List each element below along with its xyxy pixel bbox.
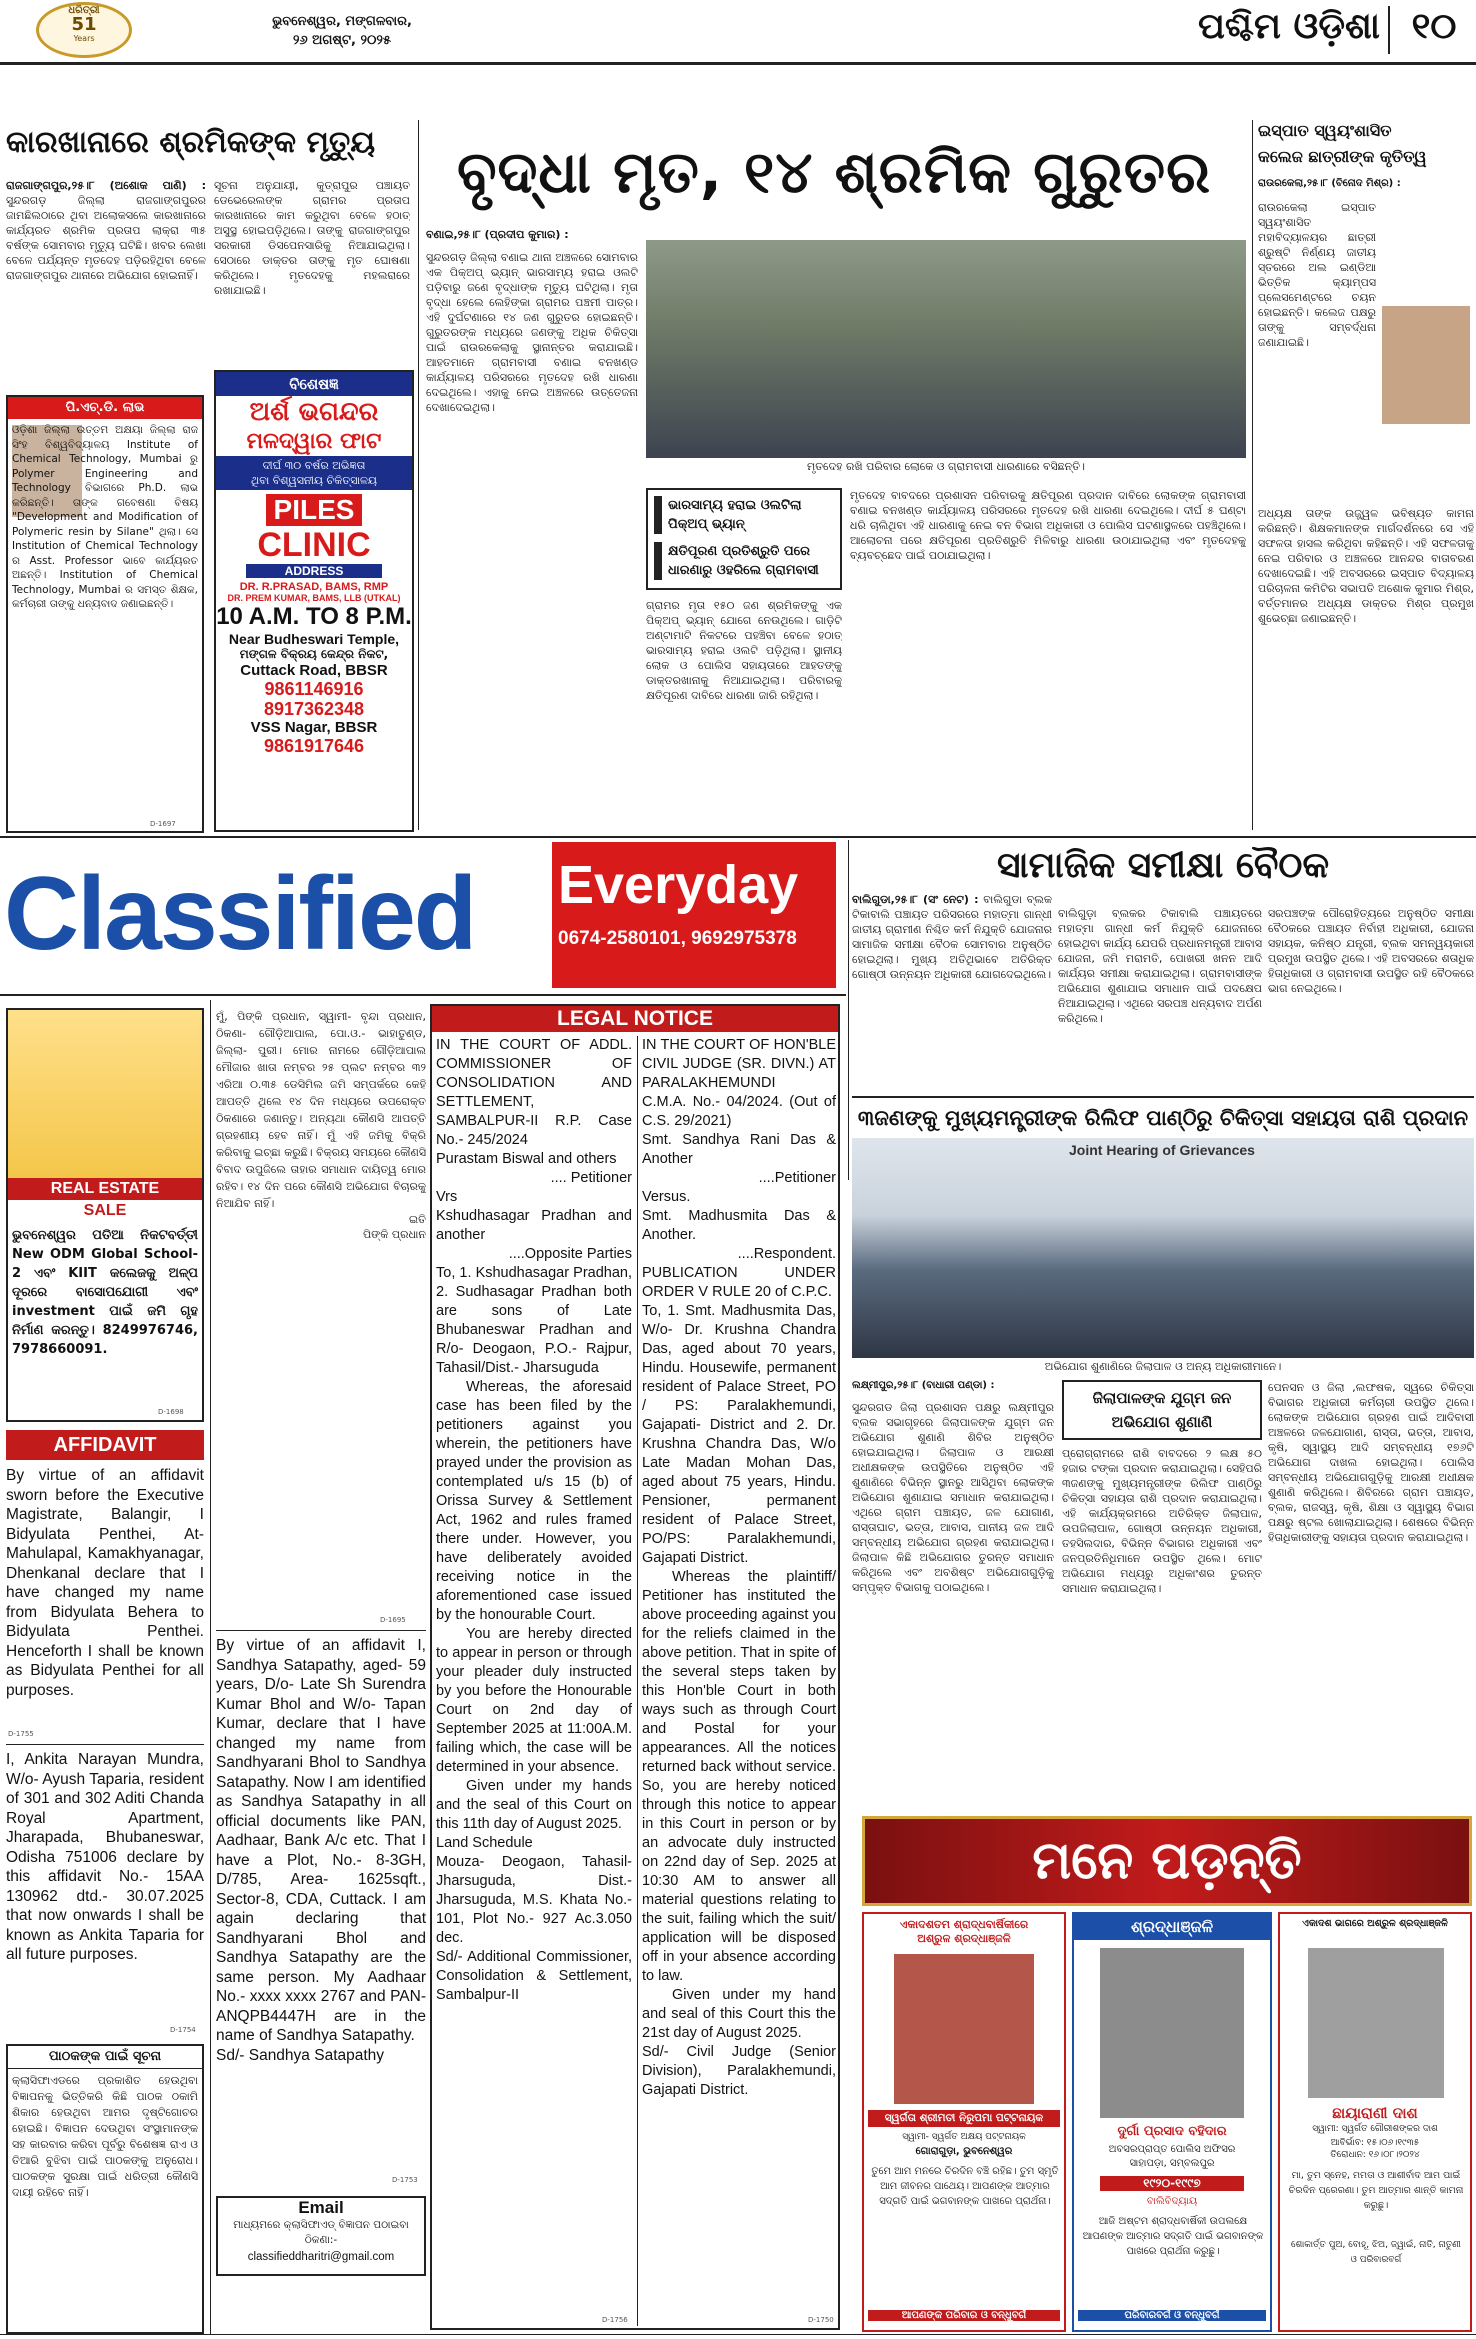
story1-body-2: ସୂଚନା ଅନୁଯାୟୀ, କୁତ୍ରାପୁର ପଞ୍ଚାୟତ ଡେଭେରେଲଙ୍କ ଗ୍ରାମର ପ୍ରତାପ କାରଖାନାରେ କାମ କରୁଥିବା ବେଳେ ହଠାତ୍ ଅସୁସ୍ଥ ହୋଇପଡ଼ିଥିଲେ। ତାଙ୍କୁ ରାଜଗାଙ୍ଗପୁର ସରକାରୀ ଡିସପେନସାରିକୁ ନିଆଯାଇଥିଲା। ସେଠାରେ ଡାକ୍ତର ତାଙ୍କୁ ମୃତ ଘୋଷଣା କରିଥିଲେ। ମୃତଦେହକୁ ମହଲରାରେ ରଖାଯାଇଛି। <box>214 179 410 297</box>
relief-body-3: ପେନସନ ଓ ଜିଲା ,ଲଫଷକ, ସ୍ୱରେ ଚିକିତ୍ସା ବିଭାଗର ଅଧିକାରୀ କର୍ମଚାରୀ ଉପସ୍ଥିତ ଥିଲେ। ଲୋକଙ୍କ ଅଭିଯୋଗ ଗ୍ରହଣ ପାଇଁ ଆଦିବାସୀ ଅଞ୍ଚଳରେ ଜଳଯୋଗାଣ, ରାସ୍ତା, ଭତ୍ତା, ଆବାସ, କୃଷି, ସ୍ୱାସ୍ଥ୍ୟ ଆଦି ସମ୍ବନ୍ଧୀୟ ୧୭୬ଟି ଅଭିଯୋଗ ଦାଖଲ ହୋଇଥିଲା। ପୋଲିସ ସମ୍ବନ୍ଧୀୟ ଅଭିଯୋଗଗୁଡ଼ିକୁ ଆରକ୍ଷୀ ଅଧୀକ୍ଷକ ଶୁଣାଣି କରିଥିଲେ। ଶିବିରରେ ଗ୍ରାମ ପଞ୍ଚାୟତ, ବ୍ଲକ, ରାଜସ୍ୱ, କୃଷି, ଶିକ୍ଷା ଓ ସ୍ୱାସ୍ଥ୍ୟ ବିଭାଗ ପକ୍ଷରୁ ଷ୍ଟଲ ଖୋଲାଯାଇଥିଲା। ଶେଷରେ ବିଭିନ୍ନ ହିତାଧିକାରୀଙ୍କୁ ସହାୟତା ପ୍ରଦାନ କରାଯାଇଥିଲା। <box>1268 1381 1474 1544</box>
lead-body-3: ମୃତଦେହ ବାବଦରେ ପ୍ରଶାସନ ପରିବାରକୁ କ୍ଷତିପୂରଣ ପ୍ରଦାନ ଦାବିରେ ଲୋକଙ୍କ ଗ୍ରାମବାସୀ ବଣାଇ ବନଖଣ୍ଡ କାର୍ଯ୍ୟାଳୟ ପରିସରରେ ମୃତଦେହ ରଖି ଧାରଣା ଦେଇଥିଲେ। ଦୀର୍ଘ ୫ ଘଣ୍ଟା ଧରି ଚାଲିଥିବା ଏହି ଧାରଣାକୁ ନେଇ ବନ ବିଭାଗ ଅଧିକାରୀ ଓ ପୋଲିସ ଘଟଣାସ୍ଥଳରେ ପହଞ୍ଚିଥିଲେ। ଆଲୋଚନା ପରେ କ୍ଷତିପୂରଣ ପ୍ରତିଶ୍ରୁତି ମିଳିବାରୁ ଧାରଣା ଉଠାଯାଇଥିଲା ଏବଂ ମୃତଦେହକୁ ବ୍ୟବଚ୍ଛେଦ ପାଇଁ ପଠାଯାଇଥିଲା। <box>850 489 1246 562</box>
legal-col-2: IN THE COURT OF HON'BLE CIVIL JUDGE (SR. DIVN.) AT PARALAKHEMUNDI C.M.A. No.- 04/2024. (Out of C.S. 29/2021) Smt. Sandhya Rani Das & Another ....Petitioner Versus. Smt. Madhusmita Das & Another. ....Respondent. PUBLICATION UNDER ORDER V RULE 20 of C.P.C. To, 1. Smt. Madhusmita Das, W/o- Dr. Krushna Chandra Das, aged about 70 years, Hindu. Housewife, permanent resident of Palace Street, PO / PS: Paralakhemundi, Gajapati- District and 2. Dr. Krushna Chandra Das, W/o Late Madan Mohan Das, aged about 75 years, Hindu. Pensioner, permanent resident of Palace Street, PO/PS: Paralakhemundi, Gajapati District. Whereas the plaintiff/ Petitioner has instituted the above proceeding against you for the reliefs claimed in the above petition. That in spite of the several steps taken by this Hon'ble Court in both ways such as through Court and Postal for your appearances. All the notices returned back without service. So, you are hereby noticed through this notice to appear in this Court in person or by an advocate duly instructed on 22nd day of Sep. 2025 at 10:30 AM to answer all material questions relating to the suit, failing which the suit/ application will be disposed off in your absence according to law. Given under my hand and seal of this Court this the 21st day of August 2025. Sd/- Civil Judge (Senior Division), Paralakhemundi, Gajapati District. <box>642 1037 836 2098</box>
land-notice-stamp: D-1695 <box>380 1616 406 1624</box>
affidavit-2-stamp: D-1754 <box>170 2026 196 2034</box>
story1-headline: କାରଖାନାରେ ଶ୍ରମିକଙ୍କ ମୃତ୍ୟୁ <box>6 125 376 160</box>
relief-photo: Joint Hearing of Grievances <box>852 1138 1474 1358</box>
affidavit-sandhya-stamp: D-1753 <box>392 2176 418 2184</box>
email-box: Email ମାଧ୍ୟମରେ କ୍ଲାସିଫାଏଡ୍ ବିଜ୍ଞାପନ ପଠାଇବା ଠିକଣା:- classifieddharitri@gmail.com <box>216 2196 426 2276</box>
lead-photo <box>646 240 1246 458</box>
college-body-1: ରାଉରକେଲା ଇସ୍ପାତ ସ୍ୱୟଂଶାସିତ ମହାବିଦ୍ୟାଳୟର ଛାତ୍ରୀ ଶ୍ରୁଷ୍ଟି ନିର୍ଣ୍ଣୟ ଜାତୀୟ ସ୍ତରରେ ଅଲ ଇଣ୍ଡିଆ ଭିତ୍ତିକ କ୍ୟାମ୍ପସ ପ୍ଲେସମେଣ୍ଟରେ ଚୟନ ହୋଇଛନ୍ତି। କଲେଜ ପକ୍ଷରୁ ତାଙ୍କୁ ସମ୍ବର୍ଦ୍ଧନା ଜଣାଯାଇଛି। <box>1258 201 1376 349</box>
piles-clinic-ad: ବିଶେଷଜ୍ଞ ଅର୍ଶ ଭଗନ୍ଦର ମଳଦ୍ୱାର ଫାଟ ଦୀର୍ଘ ୩୦ ବର୍ଷର ଅଭିଜ୍ଞତା ଥିବା ବିଶ୍ୱସନୀୟ ଚିକିତ୍ସାଳୟ PILES CLINIC ADDRESS DR. R.PRASAD, BAMS, RMP DR. PREM KUMAR, BAMS, LLB (UTKAL) 10 A.M. TO 8 P.M. Near Budheswari Temple, ମଙ୍ଗଳ ବିକ୍ରୟ କେନ୍ଦ୍ର ନିକଟ, Cuttack Road, BBSR 9861146916 8917362348 VSS Nagar, BBSR 9861917646 <box>214 370 414 832</box>
section-title: ପଶ୍ଚିମ ଓଡ଼ିଶା <box>1198 6 1380 47</box>
page-number: ୧୦ <box>1411 6 1457 47</box>
affidavit-sandhya: By virtue of an affidavit I, Sandhya Satapathy, aged- 59 years, D/o- Late Sh Surendra Kumar Bhol and W/o- Tapan Kumar, declare that I have changed my name from Sandhyarani Bhol to Sandhya Satapathy. Now I am identified as Sandhya Satapathy in all official documents like PAN, Aadhaar, Bank A/c etc. That I have a Plot, No.- 8-3GH, D/785, Area- 1625sqft., Sector-8, CDA, Cuttack. I am again declaring that Sandhyarani Bhol and Sandhya Satapathy are the same person. My Aadhaar No.- xxxx xxxx 2767 and PAN- ANQPB4447H are in the name of Sandhya Satapathy. Sd/- Sandhya Satapathy <box>216 1637 426 2064</box>
affidavit-1-stamp: D-1755 <box>8 1730 34 1738</box>
relief-body-2: ପ୍ରୋଗ୍ରାମରେ ରାଶି ବାବଦରେ ୨ ଲକ୍ଷ ୫୦ ହଜାର ଟଙ୍କା ପ୍ରଦାନ କରାଯାଇଥିଲା। ସେହିପରି ୩ଜଣଙ୍କୁ ମୁଖ୍ୟମନ୍ତ୍ରୀଙ୍କ ରିଲିଫ ପାଣ୍ଠିରୁ ଚିକିତ୍ସା ସହାୟତା ରାଶି ପ୍ରଦାନ କରାଯାଇଥିଲା। ଏହି କାର୍ଯ୍ୟକ୍ରମରେ ଅତିରିକ୍ତ ଜିଲାପାଳ, ଉପଜିଲାପାଳ, ଗୋଷ୍ଠୀ ଉନ୍ନୟନ ଅଧିକାରୀ, ତହସିଲଦାର, ବିଭିନ୍ନ ବିଭାଗର ଅଧିକାରୀ ଏବଂ ଜନପ୍ରତିନିଧିମାନେ ଉପସ୍ଥିତ ଥିଲେ। ମୋଟ ଅଭିଯୋଗ ମଧ୍ୟରୁ ଅଧିକାଂଶର ତୁରନ୍ତ ସମାଧାନ କରାଯାଇଥିଲା। <box>1062 1447 1262 1595</box>
relief-subhead-box: ଜିଲାପାଳଙ୍କ ଯୁଗ୍ମ ଜନ ଅଭିଯୋଗ ଶୁଣାଣି <box>1062 1380 1262 1440</box>
relief-body-1: ସୁନ୍ଦରଗଡ ଜିଲା ପ୍ରଶାସନ ପକ୍ଷରୁ ଲକ୍ଷ୍ମୀପୁର ବ୍ଲକ ସଭାଗୃହରେ ଜିଲାପାଳଙ୍କ ଯୁଗ୍ମ ଜନ ଅଭିଯୋଗ ଶୁଣାଣି ଶିବିର ଅନୁଷ୍ଠିତ ହୋଇଯାଇଥିଲା। ଜିଲାପାଳ ଓ ଆରକ୍ଷୀ ଅଧୀକ୍ଷକଙ୍କ ଉପସ୍ଥିତିରେ ଅନୁଷ୍ଠିତ ଏହି ଶୁଣାଣିରେ ବିଭିନ୍ନ ସ୍ଥାନରୁ ଆସିଥିବା ଲୋକଙ୍କ ଅଭିଯୋଗ ଶୁଣାଯାଇ ସମାଧାନ କରାଯାଇଥିଲା। ଏଥିରେ ଗ୍ରାମ ପଞ୍ଚାୟତ, ଜଳ ଯୋଗାଣ, ରାସ୍ତାଘାଟ, ଭତ୍ତା, ଆବାସ, ପାନୀୟ ଜଳ ଆଦି ସମ୍ବନ୍ଧୀୟ ଅଭିଯୋଗ ଗ୍ରହଣ କରାଯାଇଥିଲା। ଜିଲାପାଳ କିଛି ଅଭିଯୋଗର ତୁରନ୍ତ ସମାଧାନ କରିଥିଲେ ଏବଂ ଅବଶିଷ୍ଟ ଅଭିଯୋଗଗୁଡ଼ିକୁ ସମ୍ପୃକ୍ତ ବିଭାଗକୁ ପଠାଇଥିଲେ। <box>852 1401 1054 1594</box>
lead-photo-caption: ମୃତଦେହ ରଖି ପରିବାର ଲୋକେ ଓ ଗ୍ରାମବାସୀ ଧାରଣାରେ ବସିଛନ୍ତି। <box>806 460 1085 473</box>
lead-body-2: ଗ୍ରାମର ମୃତା ୧୫୦ ଜଣ ଶ୍ରମିକଙ୍କୁ ଏକ ପିକ୍‌ଅପ୍ ଭ୍ୟାନ୍ ଯୋଗେ ନେଉଥିଲେ। ଗାଡ଼ିଟି ଅଣ୍ଟାମାଟି ନିକଟରେ ପହଞ୍ଚିବା ବେଳେ ହଠାତ୍ ଭାରସାମ୍ୟ ହରାଇ ଓଲଟି ପଡ଼ିଥିଲା। ସ୍ଥାନୀୟ ଲୋକ ଓ ପୋଲିସ ସହାୟତାରେ ଆହତଙ୍କୁ ଡାକ୍ତରଖାନାକୁ ନିଆଯାଇଥିଲା। ପରିବାରକୁ କ୍ଷତିପୂରଣ ଦାବିରେ ଧାରଣା ଜାରି ରହିଥିଲା। <box>646 599 842 702</box>
story1-body: ରାଜଗାଙ୍ଗପୁର,୨୫।୮ (ଅଶୋକ ପାଣି) : ସୁନ୍ଦରଗଡ଼ ଜିଲ୍ଲା ରାଜଗାଙ୍ଗପୁରର ଜାମଛିଲଠାରେ ଥିବା ଅଲୋକସଲେ କାରଖାନାରେ କାର୍ଯ୍ୟରତ ଶ୍ରମିକ ପ୍ରତାପ ଲାକ୍ରା ୩୫ ବର୍ଷଙ୍କ ସୋମବାର ମୃତ୍ୟୁ ଘଟିଛି। ଖବର ଲେଖା ବେଳେ ପର୍ଯ୍ୟନ୍ତ ମୃତଦେହ ପଡ଼ିରହିଥିବା ବେଳେ ରାଜଗାଙ୍ଗପୁର ଥାନାରେ ଅଭିଯୋଗ ହୋଇନାହିଁ। <box>6 179 206 282</box>
obit-photo-1 <box>894 1954 1034 2104</box>
real-estate-ad: REAL ESTATE SALE ଭୁବନେଶ୍ୱର ପତିଆ ନିକଟବର୍ତ୍ତୀ New ODM Global School-2 ଏବଂ KIIT କଲେଜକୁ ଅଳ୍ପ ଦୂରରେ ବାସୋପଯୋଗୀ ଏବଂ investment ପାଇଁ ଜମି ଗୃହ ନିର୍ମାଣ କରନ୍ତୁ। 8249976746, 7978660091. D-1698 <box>6 1008 204 1422</box>
profile-title: ପି.ଏଚ୍.ଡି. ଲାଭ <box>8 397 202 419</box>
legal-notice: LEGAL NOTICE IN THE COURT OF ADDL. COMMISSIONER OF CONSOLIDATION AND SETTLEMENT, SAMBALPUR-II R.P. Case No.- 245/2024 Purastam Biswal and others .... Petitioner Vrs Kshudhasagar Pradhan and another ....Opposite Parties To, 1. Kshudhasagar Pradhan, 2. Sudhasagar Pradhan both are sons of Late Bhubaneswar Pradhan and R/o- Deogaon, P.O.- Rajpur, Tahasil/Dist.- Jharsuguda Whereas, the aforesaid case has been filed by the petitioners against you wherein, the petitioners have prayed under the provision as contemplated u/s 15 (b) of Orissa Survey & Settlement Act, 1962 and rules framed there under. However, you have deliberately avoided receiving notice in the aforementioned case issued by the honourable Court. You are hereby directed to appear in person or through your pleader duly instructed by you before the Honourable Court on 2nd day of September 2025 at 11:00A.M. failing which, the case will be determined in your absence. Given under my hands and the seal of this Court on this 11th day of August 2025. Land Schedule Mouza- Deogaon, Tahasil- Jharsuguda, Dist.- Jharsuguda, M.S. Khata No.- 101, Plot No.- 927 Ac.3.050 dec. Sd/- Additional Commissioner, Consolidation & Settlement, Sambalpur-II D-1756 IN THE COURT OF HON'BLE CIVIL JUDGE (SR. DIVN.) AT PARALAKHEMUNDI C.M.A. No.- 04/2024. (Out of C.S. 29/2021) Smt. Sandhya Rani Das & Another ....Petitioner Versus. Smt. Madhusmita Das & Another. ....Respondent. PUBLICATION UNDER ORDER V RULE 20 of C.P.C. To, 1. Smt. Madhusmita Das, W/o- Dr. Krushna Chandra Das, aged about 70 years, Hindu. Housewife, permanent resident of Palace Street, PO / PS: Paralakhemundi, Gajapati- District and 2. Dr. Krushna Chandra Das, W/o Late Madan Mohan Das, aged about 75 years, Hindu. Pensioner, permanent resident of Palace Street, PO/PS: Paralakhemundi, Gajapati District. Whereas the plaintiff/ Petitioner has instituted the above proceeding against you for the reliefs claimed in the above petition. That in spite of the several steps taken by this Hon'ble Court in both ways such as through Court and Postal for your appearances. All the notices returned back without service. So, you are hereby noticed through this notice to appear in this Court in person or by an advocate duly instructed on 22nd day of Sep. 2025 at 10:30 AM to answer all material questions relating to the suit, failing which the suit/ application will be disposed off in your absence according to law. Given under my hand and seal of this Court this the 21st day of August 2025. Sd/- Civil Judge (Senior Division), Paralakhemundi, Gajapati District. D-1750 <box>430 1004 840 2330</box>
college-body-2: ଅଧ୍ୟକ୍ଷ ତାଙ୍କ ଉଜ୍ଜ୍ୱଳ ଭବିଷ୍ୟତ କାମନା କରିଛନ୍ତି। ଶିକ୍ଷକମାନଙ୍କ ମାର୍ଗଦର୍ଶନରେ ସେ ଏହି ସଫଳତା ହାସଲ କରିଥିବା କହିଛନ୍ତି। ଏହି ସଫଳତାକୁ ନେଇ ପରିବାର ଓ ଅଞ୍ଚଳରେ ଆନନ୍ଦର ବାତାବରଣ ଦେଖାଦେଇଛି। ଏହି ଅବସରରେ ଇସ୍ପାତ ବିଦ୍ୟାଳୟ ପରିଚାଳନା କମିଟିର ସଭାପତି ଅଶୋକ କୁମାର ମିଶ୍ର, ବର୍ତ୍ତମାନର ଅଧ୍ୟକ୍ଷ ଡାକ୍ତର ମିଶ୍ର ପ୍ରମୁଖ ଶୁଭେଚ୍ଛା ଜଣାଇଛନ୍ତି। <box>1258 507 1474 625</box>
lead-headline: ବୃଦ୍ଧା ମୃତ, ୧୪ ଶ୍ରମିକ ଗୁରୁତର <box>456 138 1212 206</box>
college-headline: ଇସ୍ପାତ ସ୍ୱୟଂଶାସିତ କଲେଜ ଛାତ୍ରୀଙ୍କ କୃତିତ୍ୱ <box>1258 121 1427 166</box>
land-notice-odia: ମୁଁ, ପିଙ୍କି ପ୍ରଧାନ, ସ୍ୱାମୀ- ବୃନ୍ଦା ପ୍ରଧାନ, ଠିକଣା- ଗୌଡ଼ିଆପାଲ, ପୋ.ଓ.- ଭାହାତୁଣ୍ଡ, ଜିଲ୍ଲା- ପୁରୀ। ମୋର ନାମରେ ଗୌଡ଼ିଆପାଲ ମୌଜାର ଖାତା ନମ୍ବର ୨୫ ପ୍ଲଟ ନମ୍ବର ୩୨ ଏରିଆ ୦.୩୫ ଡେସିମିଲ ଜମି ସମ୍ପର୍କରେ କେହି ଆପତ୍ତି ଥିଲେ ୧୪ ଦିନ ମଧ୍ୟରେ ଉପରୋକ୍ତ ଠିକଣାରେ ଜଣାନ୍ତୁ। ଅନ୍ୟଥା କୌଣସି ଆପତ୍ତି ଗ୍ରହଣୀୟ ହେବ ନାହିଁ। ମୁଁ ଏହି ଜମିକୁ ବିକ୍ରି କରିବାକୁ ଇଚ୍ଛା କରୁଛି। ବିକ୍ରୟ ସମୟରେ କୌଣସି ବିବାଦ ଉପୁଜିଲେ ତାହାର ସମାଧାନ ଦାୟିତ୍ୱ ମୋର ରହିବ। ୧୪ ଦିନ ପରେ କୌଣସି ଅଭିଯୋଗ ବିଚାରକୁ ନିଆଯିବ ନାହିଁ। ଇତି ପିଙ୍କି ପ୍ରଧାନ <box>216 1010 426 1241</box>
samaja-headline: ସାମାଜିକ ସମୀକ୍ଷା ବୈଠକ <box>996 845 1330 886</box>
relief-caption: ଅଭିଯୋଗ ଶୁଣାଣିରେ ଜିଲାପାଳ ଓ ଅନ୍ୟ ଅଧିକାରୀମାନେ। <box>1044 1360 1282 1373</box>
relief-headline: ୩ଜଣଙ୍କୁ ମୁଖ୍ୟମନ୍ତ୍ରୀଙ୍କ ରିଲିଫ ପାଣ୍ଠିରୁ ଚିକିତ୍ସା ସହାୟତା ରାଶି ପ୍ରଦାନ <box>857 1106 1469 1130</box>
student-photo <box>1382 306 1470 424</box>
affidavit-1: By virtue of an affidavit sworn before the Executive Magistrate, Balangir, I Bidyulata Penthei, At- Mahulapal, Kamakhyanagar, Dhenkanal declare that I have changed my name from Bidyulata Behera to Bidyulata Penthei. Henceforth I shall be known as Bidyulata Penthei for all purposes. <box>6 1467 204 1699</box>
classified-banner: Classified Everyday 0674-2580101, 9692975378 <box>0 840 840 990</box>
lead-body-1: ସୁନ୍ଦରଗଡ଼ ଜିଲ୍ଲା ବଣାଇ ଥାନା ଅଞ୍ଚଳରେ ସୋମବାର ଏକ ପିକ୍‌ଅପ୍ ଭ୍ୟାନ୍ ଭାରସାମ୍ୟ ହରାଇ ଓଲଟି ପଡ଼ିବାରୁ ଜଣେ ବୃଦ୍ଧାଙ୍କ ମୃତ୍ୟୁ ଘଟିଥିଲା। ମୃତା ବୃଦ୍ଧା ହେଲେ ଲେହିଙ୍କା ଗ୍ରାମର ପଞ୍ଚମୀ ପାତ୍ର। ଏହି ଦୁର୍ଘଟଣାରେ ୧୪ ଜଣ ଗୁରୁତର ହୋଇଛନ୍ତି। ଗୁରୁତରଙ୍କ ମଧ୍ୟରେ ଜଣଙ୍କୁ ଅଧିକ ଚିକିତ୍ସା ପାଇଁ ରାଉରକେଲାକୁ ସ୍ଥାନାନ୍ତର କରାଯାଇଛି। ଆହତମାନେ ଗ୍ରାମବାସୀ ବଣାଇ ବନଖଣ୍ଡ କାର୍ଯ୍ୟାଳୟ ପରିସରରେ ମୃତଦେହ ରଖି ଧାରଣା ଦେଇଥିଲେ। ଏହାକୁ ନେଇ ଅଞ୍ଚଳରେ ଉତ୍ତେଜନା ଦେଖାଦେଇଥିଲା। <box>426 251 638 414</box>
place-date: ଭୁବନେଶ୍ୱର, ମଙ୍ଗଳବାର, ୨୬ ଅଗଷ୍ଟ, ୨୦୨୫ <box>272 14 412 48</box>
obit-card-2: ଶ୍ରଦ୍ଧାଞ୍ଜଳି ଦୁର୍ଗା ପ୍ରସାଦ ବହିଦାର ଅବସରପ୍ରାପ୍ତ ପୋଲିସ ଅଫିସର ସାହାପଡ଼ା, ସମ୍ବଲପୁର ୧୯୨୦-୧୯୯୭ ବାଲିବିଦ୍ୟାୟ ଆଜି ଅଷ୍ଟମ ଶ୍ରାଦ୍ଧବାର୍ଷିକୀ ଉପଲକ୍ଷେ ଆପଣଙ୍କ ଆତ୍ମାର ସଦ୍ଗତି ପାଇଁ ଭଗବାନଙ୍କ ପାଖରେ ପ୍ରାର୍ଥନା କରୁଛୁ। ପରିବାରବର୍ଗ ଓ ବନ୍ଧୁବର୍ଗ <box>1072 1912 1272 2332</box>
samaja-body-1: ବାଲିଗୁଡା,୨୫।୮ (ସଂ ନେଟ) : ବାଲିଗୁଡା ବ୍ଲକ ଟିକାବାଲି ପଞ୍ଚାୟତ ପରିସରରେ ମହାତ୍ମା ଗାନ୍ଧୀ ଜାତୀୟ ଗ୍ରାମୀଣ ନିଶ୍ଚିତ କର୍ମ ନିଯୁକ୍ତି ଯୋଜନାର ସାମାଜିକ ସମୀକ୍ଷା ବୈଠକ ସୋମବାର ଅନୁଷ୍ଠିତ ହୋଇଥିଲା। ମୁଖ୍ୟ ଅତିଥିଭାବେ ଅତିରିକ୍ତ ଗୋଷ୍ଠୀ ଉନ୍ନୟନ ଅଧିକାରୀ ଯୋଗଦେଇଥିଲେ। <box>852 893 1052 981</box>
relief-dateline: ଲକ୍ଷ୍ମୀପୁର,୨୫।୮ (ବାଧାରୀ ପଣ୍ଡା) : <box>852 1380 995 1391</box>
obit-banner: ମନେ ପଡ଼ନ୍ତି <box>862 1816 1472 1906</box>
profile-body: ଓଡ଼ିଶା ଜିଲ୍ଲା ଉତ୍ତମ ଅକ୍ଷୟା ଜିଲ୍ଲା ରାଜ ସିଂହ ବିଶ୍ୱବିଦ୍ୟାଳୟ Institute of Chemical Technology, Mumbai ରୁ Polymer Engineering and Technology ବିଭାଗରେ Ph.D. ଲାଭ କରିଛନ୍ତି। ତାଙ୍କ ଗବେଷଣା ବିଷୟ "Development and Modification of Polymeric resin by Silane" ଥିଲା। ସେ Institution of Chemical Technology ର Asst. Professor ଭାବେ କାର୍ଯ୍ୟରତ ଅଛନ୍ତି। Institution of Chemical Technology, Mumbai ର ସମସ୍ତ ଶିକ୍ଷକ, କର୍ମଚାରୀ ତାଙ୍କୁ ଧନ୍ୟବାଦ ଜଣାଇଛନ୍ତି। <box>12 424 198 610</box>
legal-col-1: IN THE COURT OF ADDL. COMMISSIONER OF CONSOLIDATION AND SETTLEMENT, SAMBALPUR-II R.P. Case No.- 245/2024 Purastam Biswal and others .... Petitioner Vrs Kshudhasagar Pradhan and another ....Opposite Parties To, 1. Kshudhasagar Pradhan, 2. Sudhasagar Pradhan both are sons of Late Bhubaneswar Pradhan and R/o- Deogaon, P.O.- Rajpur, Tahasil/Dist.- Jharsuguda Whereas, the aforesaid case has been filed by the petitioners against you wherein, the petitioners have prayed under the provision as contemplated u/s 15 (b) of Orissa Survey & Settlement Act, 1962 and rules framed there under. However, you have deliberately avoided receiving notice in the aforementioned case issued by the honourable Court. You are hereby directed to appear in person or through your pleader duly instructed by you before the Honourable Court on 2nd day of September 2025 at 11:00A.M. failing which, the case will be determined in your absence. Given under my hands and the seal of this Court on this 11th day of August 2025. Land Schedule Mouza- Deogaon, Tahasil- Jharsuguda, Dist.- Jharsuguda, M.S. Khata No.- 101, Plot No.- 927 Ac.3.050 dec. Sd/- Additional Commissioner, Consolidation & Settlement, Sambalpur-II <box>436 1037 632 2003</box>
anniversary-logo: ଧରିତ୍ରୀ 51 Years <box>36 2 132 58</box>
lead-bullets: ଭାରସାମ୍ୟ ହରାଇ ଓଲଟିଲା ପିକ୍‌ଅପ୍ ଭ୍ୟାନ୍ କ୍ଷତିପୂରଣ ପ୍ରତିଶ୍ରୁତି ପରେ ଧାରଣାରୁ ଓହରିଲେ ଗ୍ରାମବାସୀ <box>646 488 842 590</box>
obit-photo-3 <box>1308 1948 1444 2098</box>
affidavit-2: I, Ankita Narayan Mundra, W/o- Ayush Taparia, resident of 301 and 302 Aditi Chanda Royal Apartment, Jharapada, Bhubaneswar, Odisha 751006 declare by this affidavit No.- 15AA 130962 dtd.- 30.07.2025 that now onwards I shall be known as Ankita Taparia for all future purposes. <box>6 1751 204 1963</box>
profile-stamp: D-1697 <box>150 820 176 828</box>
samaja-body-2: ବାଲିଗୁଡ଼ା ବ୍ଲକର ଟିକାବାଲି ପଞ୍ଚାୟତରେ ମହାତ୍ମା ଗାନ୍ଧୀ କର୍ମ ନିଯୁକ୍ତି ଯୋଜନାରେ ହୋଇଥିବା କାର୍ଯ୍ୟ ଯେପରି ପ୍ରଧାନମନ୍ତ୍ରୀ ଆବାସ ଯୋଜନା, ଜମି ମରାମତି, ପୋଖରୀ ଖନନ ଆଦି କାର୍ଯ୍ୟର ସମୀକ୍ଷା କରାଯାଇଥିଲା। ଗ୍ରାମବାସୀଙ୍କ ଅଭିଯୋଗ ଶୁଣାଯାଇ ସମାଧାନ ପାଇଁ ପଦକ୍ଷେପ ନିଆଯାଇଥିଲା। ଏଥିରେ ସରପଞ୍ଚ ଧନ୍ୟବାଦ ଅର୍ପଣ କରିଥିଲେ। <box>1058 907 1262 1025</box>
obit-card-1: ଏକାଦଶତମ ଶ୍ରାଦ୍ଧବାର୍ଷିକୀରେ ଅଶ୍ରୁଳ ଶ୍ରଦ୍ଧାଞ୍ଜଳି ସ୍ୱର୍ଗତା ଶ୍ରୀମତୀ ନିରୁପମା ପଟ୍ଟନାୟକ ସ୍ୱାମୀ- ସ୍ୱର୍ଗତ ଅକ୍ଷୟ ପଟ୍ଟନାୟକ ଗୋରାଗୁଡ଼ା, ଭୁବନେଶ୍ୱର ତୁମେ ଆମ ମନରେ ଚିରଦିନ ବଞ୍ଚି ରହିଛ। ତୁମ ସ୍ମୃତି ଆମ ଜୀବନର ପାଥେୟ। ଆପଣଙ୍କ ଆତ୍ମାର ସଦ୍ଗତି ପାଇଁ ଭଗବାନଙ୍କ ପାଖରେ ପ୍ରାର୍ଥନା। ଆପଣଙ୍କ ପରିବାର ଓ ବନ୍ଧୁବର୍ଗ <box>862 1912 1066 2332</box>
affidavit-label: AFFIDAVIT <box>6 1430 204 1460</box>
college-dateline: ରାଉରକେଲା,୨୫।୮ (ବିନୋଦ ମିଶ୍ର) : <box>1258 178 1401 189</box>
obit-photo-2 <box>1100 1948 1244 2118</box>
lead-dateline: ବଣାଇ,୨୫।୮ (ପ୍ରଦୀପ କୁମାର) : <box>426 228 569 241</box>
house-image <box>8 1010 202 1178</box>
phd-profile <box>6 395 204 833</box>
obit-card-3: ଏକାଦଶ ଭାଗରେ ଅଶ୍ରୁଳ ଶ୍ରଦ୍ଧାଞ୍ଜଳି ଛାୟାରାଣୀ ଦାଶ ସ୍ୱାମୀ: ସ୍ୱର୍ଗତ ଗୌରୀଶଙ୍କର ଦାଶ ଆବିର୍ଭାବ: ୧୫।୦୬।୧୯୩୫ ତିରୋଧାନ: ୧୬।୦୮।୨୦୨୪ ମା, ତୁମ ସ୍ନେହ, ମମତା ଓ ଆଶୀର୍ବାଦ ଆମ ପାଇଁ ଚିରଦିନ ପ୍ରେରଣା। ତୁମ ଆତ୍ମାର ଶାନ୍ତି କାମନା କରୁଛୁ। ଶୋକାର୍ତ୍ତ ପୁଅ, ବୋହୂ, ଝିଅ, ଜ୍ୱାଇଁ, ନାତି, ନାତୁଣୀ ଓ ପରିବାରବର୍ଗ <box>1278 1912 1472 2332</box>
samaja-body-3: ସରପଞ୍ଚଙ୍କ ପୌରୋହିତ୍ୟରେ ଅନୁଷ୍ଠିତ ସମୀକ୍ଷା ବୈଠକରେ ପଞ୍ଚାୟତ ନିର୍ବାହୀ ଅଧିକାରୀ, ଯୋଜନା ସହାୟକ, କନିଷ୍ଠ ଯନ୍ତ୍ରୀ, ବ୍ଲକ ସମନ୍ୱୟକାରୀ ପ୍ରମୁଖ ଉପସ୍ଥିତ ଥିଲେ। ଏହି ଅବସରରେ ଶତାଧିକ ହିତାଧିକାରୀ ଓ ଗ୍ରାମବାସୀ ଉପସ୍ଥିତ ରହି ବୈଠକରେ ଭାଗ ନେଇଥିଲେ। <box>1268 907 1474 995</box>
masthead <box>0 0 1476 60</box>
reader-notice: ପାଠକଙ୍କ ପାଇଁ ସୂଚନା କ୍ଲାସିଫାଏଡରେ ପ୍ରକାଶିତ ହେଉଥିବା ବିଜ୍ଞାପନକୁ ଭିତ୍ତିକରି କିଛି ପାଠକ ଠକାମି ଶିକାର ହେଉଥିବା ଆମର ଦୃଷ୍ଟିଗୋଚର ହୋଇଛି। ବିଜ୍ଞାପନ ଦେଉଥିବା ସଂସ୍ଥାମାନଙ୍କ ସହ କାରବାର କରିବା ପୂର୍ବରୁ ବିଶେଷଜ୍ଞ ରାଏ ଓ ତିଆରି ବୁଝିବା ପାଇଁ ପାଠକଙ୍କୁ ଅନୁରୋଧ। ପାଠକଙ୍କ ସୁରକ୍ଷା ପାଇଁ ଧରିତ୍ରୀ କୌଣସି ଦାୟୀ ରହିବେ ନାହିଁ। <box>6 2044 204 2334</box>
